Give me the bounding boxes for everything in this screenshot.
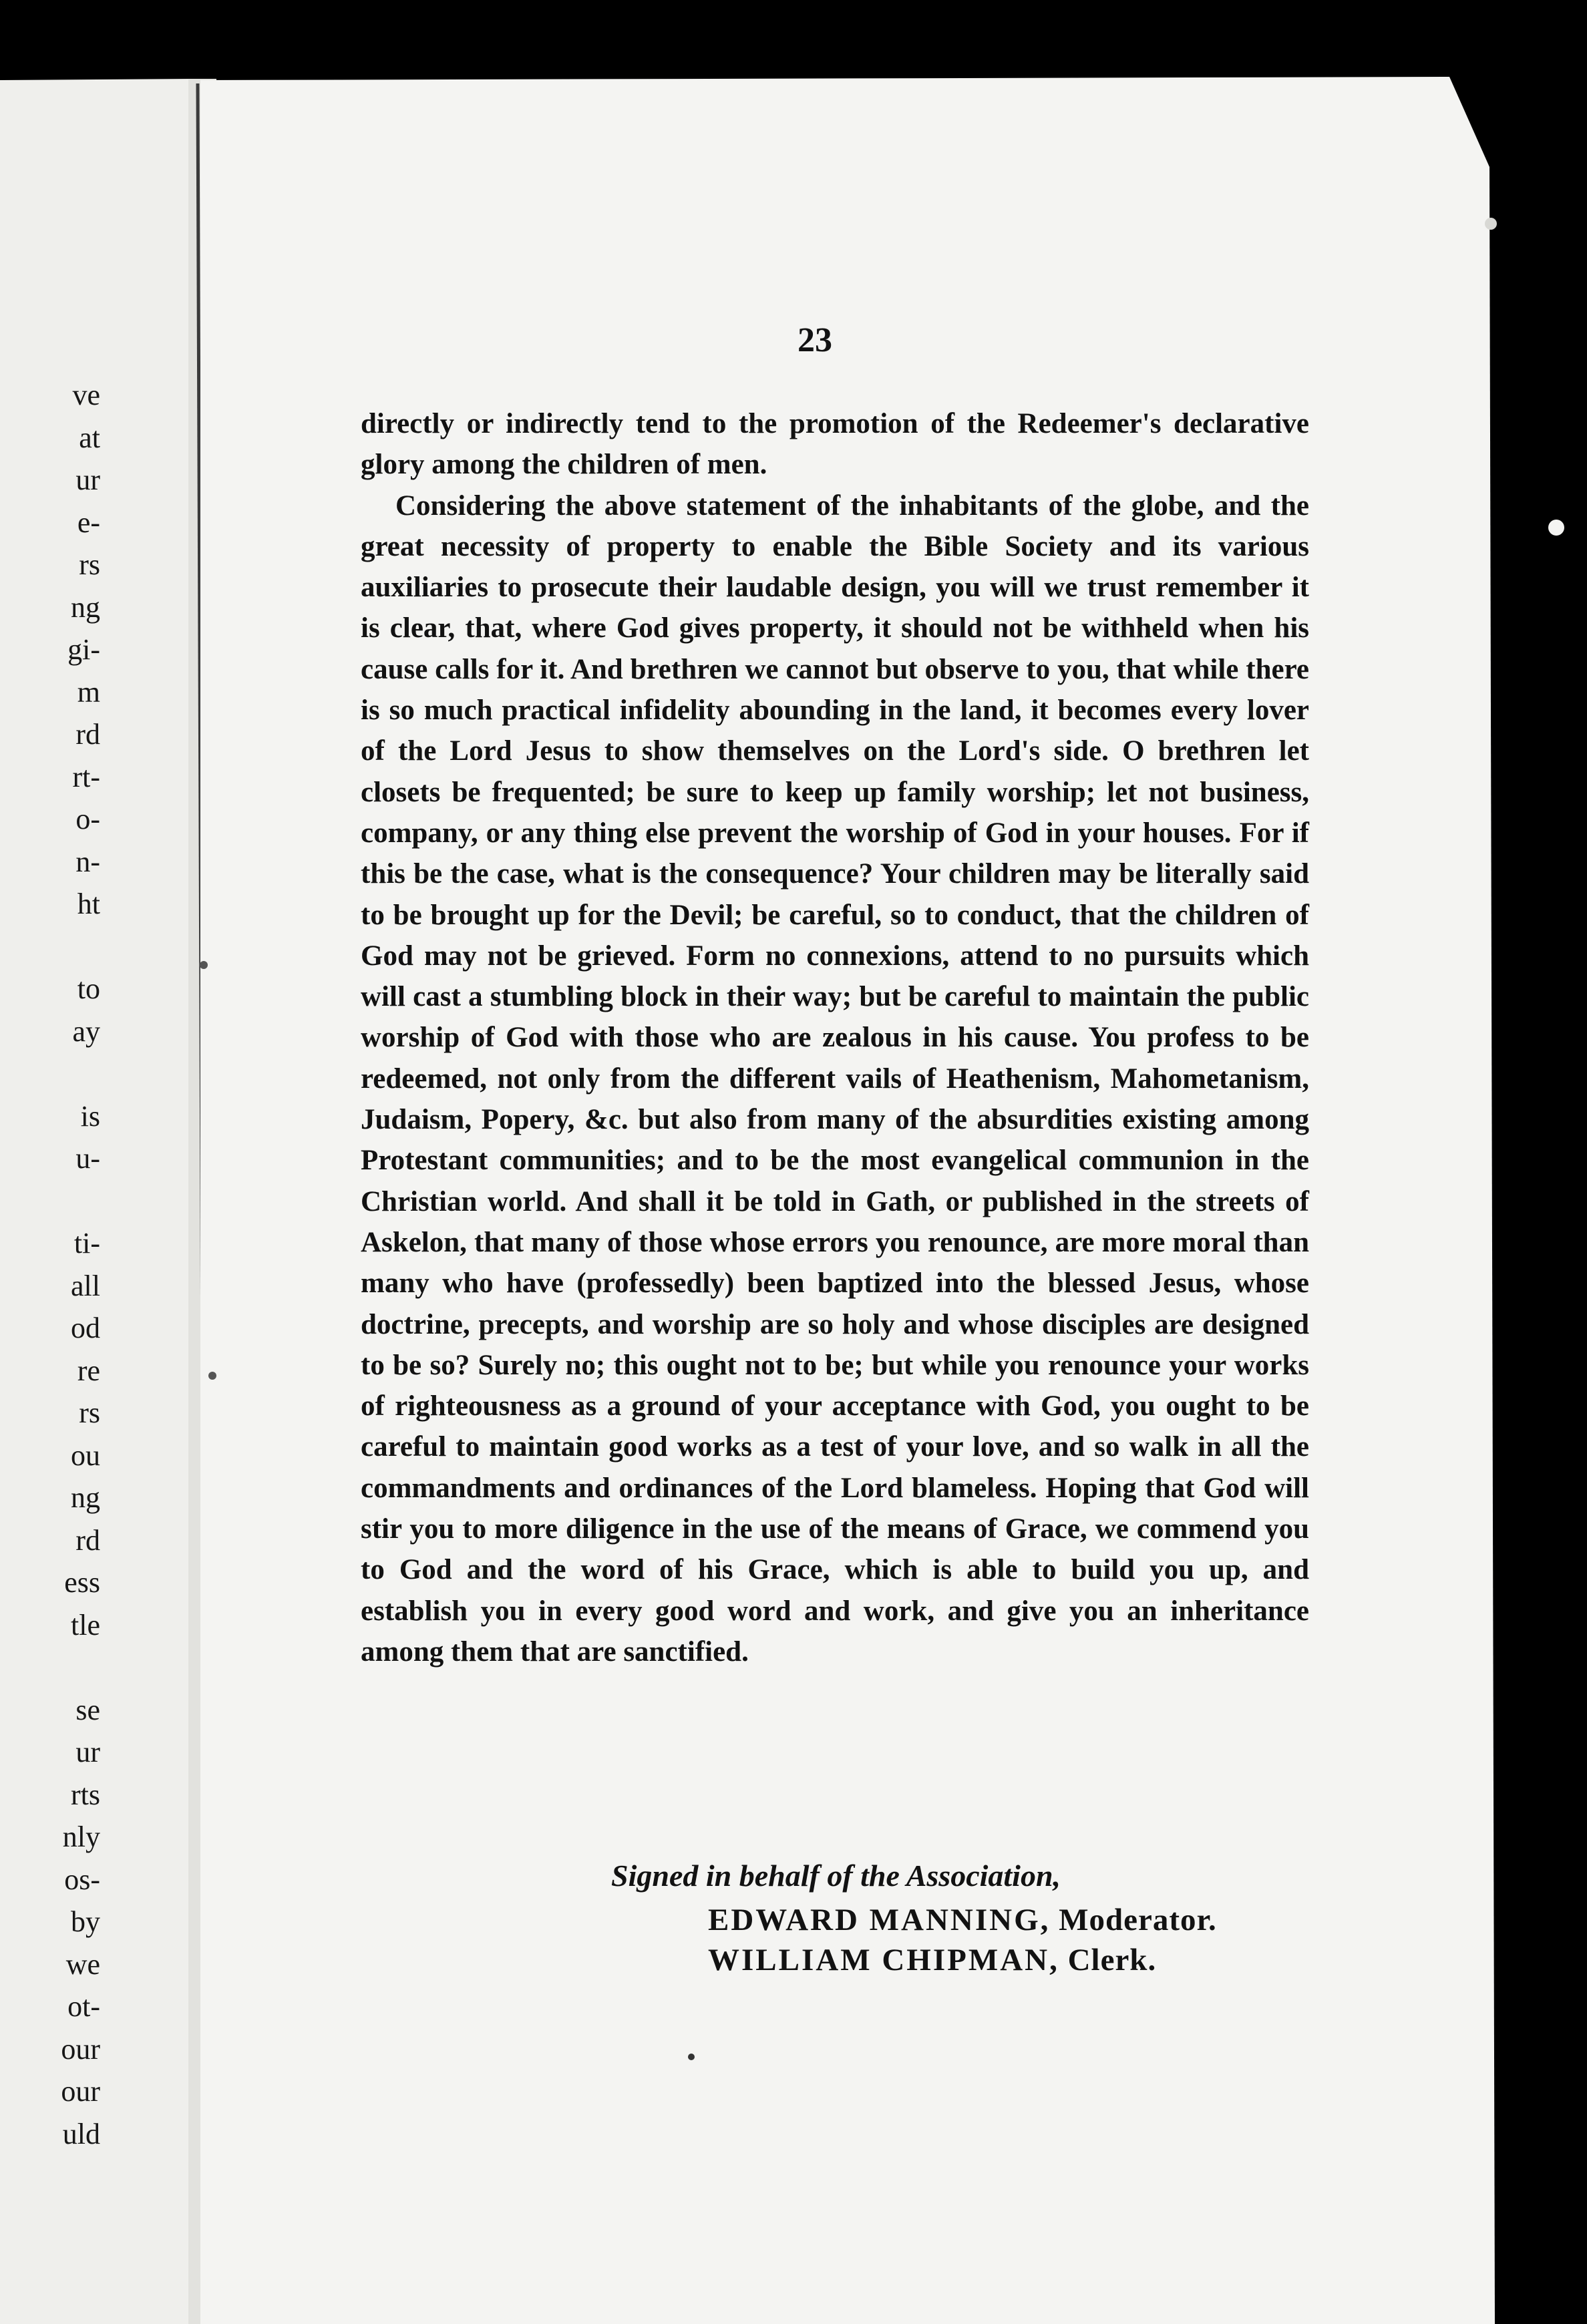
left-page-fragment: ur bbox=[75, 463, 100, 496]
left-page-fragment: ti- bbox=[73, 1227, 100, 1260]
left-page-fragment: rts bbox=[71, 1778, 100, 1811]
left-page-fragment: we bbox=[65, 1947, 100, 1981]
left-page-fragment: rs bbox=[79, 548, 100, 581]
speck bbox=[688, 2054, 695, 2060]
left-page-fragment: to bbox=[77, 972, 100, 1005]
signer-name: EDWARD MANNING, bbox=[708, 1903, 1051, 1937]
signer-name: WILLIAM CHIPMAN, bbox=[708, 1943, 1059, 1977]
left-page-fragment: rd bbox=[75, 1523, 100, 1557]
left-page-fragment: uld bbox=[62, 2117, 100, 2150]
left-page-fragment: ot- bbox=[67, 1990, 100, 2023]
left-page-fragment: ng bbox=[71, 1481, 100, 1514]
left-page-fragment: ou bbox=[71, 1438, 100, 1472]
left-page-fragment: tle bbox=[71, 1608, 100, 1641]
left-page-fragment: ng bbox=[71, 590, 100, 624]
left-page-fragment: ay bbox=[72, 1014, 100, 1048]
paragraph: Considering the above statement of the inhabitants of the globe, and the great necessity of property to enable the Bible Society and its various auxiliaries to prosecute their laudable design, you will we trust remember it is clear, that, where God gives property, it should not be withheld when his cause calls for it. And brethren we cannot but observe to you, that while there is so much practical infidelity abounding in the land, it becomes every lover of the Lord Jesus to show themselves on the Lord's side. O brethren let closets be frequented; be sure to keep up family worship; let not business, company, or any thing else prevent the worship of God in your houses. For if this be the case, what is the consequence? Your children may be literally said to be brought up for the Devil; be careful, so to conduct, that the children of God may not be grieved. Form no connexions, attend to no pursuits which will cast a stumbling block in their way; but be careful to maintain the public worship of God with those who are zealous in his cause. You profess to be redeemed, not only from the different vails of Heathenism, Mahometanism, Judaism, Popery, &c. but also from many of the absurdities existing among Protestant communities; and to be the most evangelical communion in the Christian world. And shall it be told in Gath, or published in the streets of Askelon, that many of those whose errors you renounce, are more moral than many who have (professedly) been baptized into the blessed Jesus, whose doctrine, precepts, and worship are so holy and whose disciples are designed to be so? Surely no; this ought not to be; but while you renounce your works of righteousness as a ground of your acceptance with God, you ought to be careful to maintain good works as a test of your love, and so walk in all the commandments and ordinances of the Lord blameless. Hoping that God will stir you to more diligence in the use of the means of Grace, we commend you to God and the word of his Grace, which is able to build you up, and establish you in every good word and work, and give you an inheritance among them that are sanctified. bbox=[361, 490, 1309, 1668]
left-page-fragment: u- bbox=[75, 1142, 100, 1175]
left-page-fragment: os- bbox=[64, 1863, 100, 1896]
speck bbox=[208, 1372, 216, 1380]
left-page-fragment: gi- bbox=[67, 633, 100, 666]
left-page-fragment: our bbox=[61, 2075, 100, 2108]
left-page-fragment: ur bbox=[75, 1736, 100, 1768]
left-page-fragment: re bbox=[77, 1354, 100, 1387]
left-page-fragment: ess bbox=[64, 1566, 100, 1599]
signer-moderator bbox=[708, 1902, 1217, 1938]
left-page-fragment: rt- bbox=[72, 760, 100, 793]
left-page-fragment: e- bbox=[77, 506, 100, 539]
left-page-fragment bbox=[0, 1646, 100, 1689]
left-page-fragment: od bbox=[71, 1312, 100, 1344]
speck bbox=[1548, 520, 1564, 536]
left-page-fragment bbox=[0, 1180, 100, 1223]
left-page-fragment: n- bbox=[75, 845, 100, 878]
signer-role: Clerk. bbox=[1067, 1943, 1157, 1977]
page-number: 23 bbox=[798, 321, 832, 359]
left-page-fragment: our bbox=[61, 2032, 100, 2066]
left-page-fragment: o- bbox=[75, 803, 100, 835]
left-page-fragments bbox=[0, 374, 100, 2155]
left-page-fragment: by bbox=[71, 1905, 100, 1938]
signer-role: Moderator. bbox=[1059, 1903, 1217, 1937]
left-page-fragment: is bbox=[80, 1099, 100, 1133]
left-page-fragment: nly bbox=[62, 1820, 100, 1853]
left-page-fragment: rs bbox=[79, 1396, 100, 1429]
signature-line: Signed in behalf of the Association, bbox=[611, 1859, 1061, 1893]
left-page-fragment: rd bbox=[75, 718, 100, 751]
left-page-fragment: at bbox=[79, 421, 100, 454]
left-page-fragment: se bbox=[75, 1693, 100, 1726]
left-page-fragment: ve bbox=[72, 379, 100, 411]
left-page-fragment bbox=[0, 1052, 100, 1095]
left-page-fragment: m bbox=[77, 675, 100, 709]
body-text bbox=[361, 403, 1309, 1672]
paragraph: directly or indirectly tend to the promotion of the Redeemer's declarative glory among the children of men. bbox=[361, 408, 1309, 481]
signer-clerk bbox=[708, 1942, 1156, 1978]
left-page-fragment bbox=[0, 926, 100, 968]
left-page-fragment: all bbox=[71, 1269, 100, 1302]
left-page-fragment: ht bbox=[77, 888, 100, 920]
speck bbox=[200, 961, 208, 969]
speck bbox=[1485, 218, 1497, 230]
